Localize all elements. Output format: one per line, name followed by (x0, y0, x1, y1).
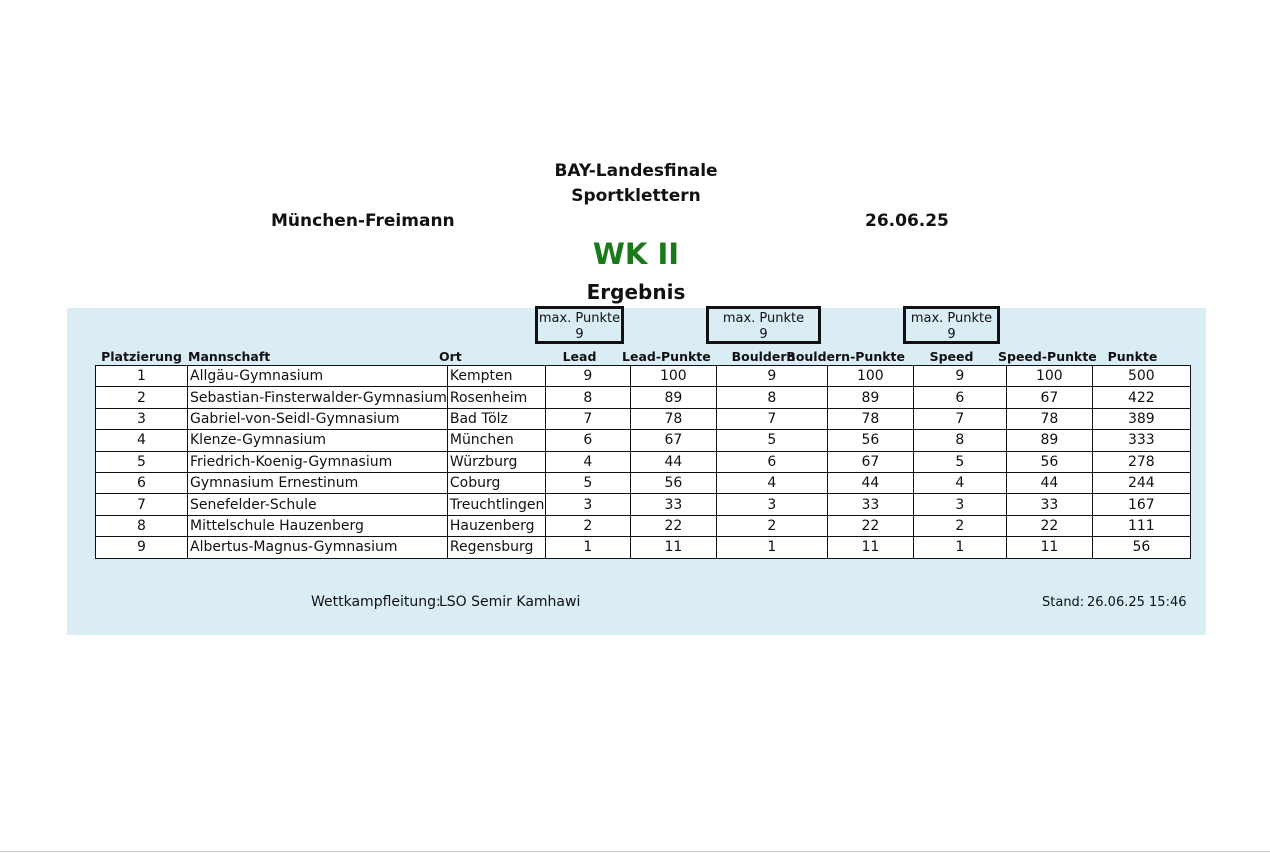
col-header-mannschaft: Mannschaft (188, 349, 271, 364)
col-header-bouldern-punkte (786, 349, 905, 364)
cell-team: Mittelschule Hauzenberg (188, 515, 448, 536)
location: München-Freimann (271, 211, 455, 231)
cell-total: 167 (1092, 494, 1190, 515)
cell-total: 278 (1092, 451, 1190, 472)
cell-team: Senefelder-Schule (188, 494, 448, 515)
table-row (96, 366, 1191, 387)
cell-speed-points: 100 (1006, 366, 1092, 387)
cell-speed: 4 (913, 472, 1006, 493)
cell-bouldern: 1 (716, 537, 827, 558)
col-header-ort: Ort (439, 349, 462, 364)
col-header-speed-punkte: Speed-Punkte (998, 349, 1097, 364)
cell-lead: 8 (545, 387, 630, 408)
cell-total: 111 (1092, 515, 1190, 536)
cell-total: 422 (1092, 387, 1190, 408)
max-points-value: 9 (575, 327, 584, 342)
cell-lead: 9 (545, 366, 630, 387)
cell-bouldern-points: 67 (827, 451, 913, 472)
cell-speed: 1 (913, 537, 1006, 558)
cell-lead-points: 33 (630, 494, 716, 515)
cell-bouldern-points: 100 (827, 366, 913, 387)
title-line2: Sportklettern (571, 186, 701, 206)
table-row (96, 430, 1191, 451)
cell-speed-points: 11 (1006, 537, 1092, 558)
cell-lead-points: 56 (630, 472, 716, 493)
cell-lead-points: 78 (630, 408, 716, 429)
cell-speed-points: 89 (1006, 430, 1092, 451)
cell-bouldern-points: 11 (827, 537, 913, 558)
cell-lead-points: 100 (630, 366, 716, 387)
max-points-box-speed (903, 306, 1000, 344)
cell-rank: 4 (96, 430, 188, 451)
cell-rank: 1 (96, 366, 188, 387)
cell-lead: 1 (545, 537, 630, 558)
cell-city: Kempten (447, 366, 545, 387)
cell-bouldern: 4 (716, 472, 827, 493)
table-row (96, 494, 1191, 515)
cell-rank: 5 (96, 451, 188, 472)
cell-lead: 6 (545, 430, 630, 451)
table-row (96, 451, 1191, 472)
max-points-label: max. Punkte (722, 311, 805, 326)
cell-speed-points: 67 (1006, 387, 1092, 408)
cell-city: Rosenheim (447, 387, 545, 408)
cell-total: 56 (1092, 537, 1190, 558)
cell-lead-points: 11 (630, 537, 716, 558)
cell-bouldern: 5 (716, 430, 827, 451)
cell-speed-points: 78 (1006, 408, 1092, 429)
cell-bouldern: 2 (716, 515, 827, 536)
max-points-box-bouldern (706, 306, 821, 344)
cell-total: 333 (1092, 430, 1190, 451)
max-points-label: max. Punkte (910, 311, 993, 326)
max-points-label: max. Punkte (538, 311, 621, 326)
cell-speed: 5 (913, 451, 1006, 472)
cell-lead-points: 67 (630, 430, 716, 451)
cell-lead: 4 (545, 451, 630, 472)
cell-lead-points: 22 (630, 515, 716, 536)
cell-bouldern: 7 (716, 408, 827, 429)
cell-rank: 6 (96, 472, 188, 493)
cell-lead: 2 (545, 515, 630, 536)
results-table (95, 365, 1191, 559)
cell-speed: 6 (913, 387, 1006, 408)
title-line1: BAY-Landesfinale (554, 161, 718, 181)
col-header-bouldern-punkte-text: Bouldern-Punkte (786, 349, 905, 364)
cell-bouldern: 9 (716, 366, 827, 387)
col-header-punkte: Punkte (1107, 349, 1158, 364)
col-header-lead-punkte: Lead-Punkte (622, 349, 711, 364)
cell-team: Sebastian-Finsterwalder-Gymnasium (188, 387, 448, 408)
page-bottom-divider (0, 851, 1270, 852)
cell-rank: 2 (96, 387, 188, 408)
cell-speed: 8 (913, 430, 1006, 451)
cell-city: Bad Tölz (447, 408, 545, 429)
col-header-speed: Speed (929, 349, 974, 364)
cell-bouldern-points: 33 (827, 494, 913, 515)
cell-speed-points: 33 (1006, 494, 1092, 515)
cell-speed: 9 (913, 366, 1006, 387)
col-header-bouldern: Bouldern (731, 349, 796, 364)
max-points-value: 9 (947, 327, 956, 342)
cell-city: Hauzenberg (447, 515, 545, 536)
max-points-box-lead (535, 306, 624, 344)
cell-bouldern-points: 44 (827, 472, 913, 493)
subtitle: Ergebnis (586, 280, 686, 304)
cell-team: Friedrich-Koenig-Gymnasium (188, 451, 448, 472)
cell-bouldern-points: 22 (827, 515, 913, 536)
col-header-platzierung: Platzierung (101, 349, 182, 364)
cell-bouldern-points: 89 (827, 387, 913, 408)
table-row (96, 408, 1191, 429)
table-row (96, 387, 1191, 408)
cell-lead-points: 89 (630, 387, 716, 408)
table-row (96, 515, 1191, 536)
cell-team: Gymnasium Ernestinum (188, 472, 448, 493)
event-date: 26.06.25 (865, 211, 949, 231)
cell-city: Coburg (447, 472, 545, 493)
table-row (96, 537, 1191, 558)
footer-leitung-label: Wettkampfleitung: (311, 594, 441, 610)
cell-rank: 3 (96, 408, 188, 429)
cell-speed: 7 (913, 408, 1006, 429)
cell-city: Würzburg (447, 451, 545, 472)
cell-lead: 5 (545, 472, 630, 493)
cell-city: Regensburg (447, 537, 545, 558)
cell-total: 244 (1092, 472, 1190, 493)
cell-bouldern: 8 (716, 387, 827, 408)
cell-lead-points: 44 (630, 451, 716, 472)
cell-speed: 3 (913, 494, 1006, 515)
col-header-lead: Lead (562, 349, 597, 364)
cell-speed: 2 (913, 515, 1006, 536)
footer-stand-value: 26.06.25 15:46 (1087, 595, 1187, 610)
table-row (96, 472, 1191, 493)
cell-speed-points: 44 (1006, 472, 1092, 493)
cell-rank: 9 (96, 537, 188, 558)
cell-team: Gabriel-von-Seidl-Gymnasium (188, 408, 448, 429)
cell-total: 389 (1092, 408, 1190, 429)
cell-bouldern-points: 78 (827, 408, 913, 429)
max-points-value: 9 (759, 327, 768, 342)
cell-lead: 7 (545, 408, 630, 429)
cell-total: 500 (1092, 366, 1190, 387)
cell-speed-points: 56 (1006, 451, 1092, 472)
cell-rank: 8 (96, 515, 188, 536)
cell-bouldern: 6 (716, 451, 827, 472)
cell-speed-points: 22 (1006, 515, 1092, 536)
cell-city: Treuchtlingen (447, 494, 545, 515)
cell-team: Allgäu-Gymnasium (188, 366, 448, 387)
cell-city: München (447, 430, 545, 451)
footer-leitung-name: LSO Semir Kamhawi (439, 594, 581, 610)
cell-bouldern: 3 (716, 494, 827, 515)
cell-lead: 3 (545, 494, 630, 515)
cell-bouldern-points: 56 (827, 430, 913, 451)
footer-stand-label: Stand: (1042, 595, 1085, 610)
cell-rank: 7 (96, 494, 188, 515)
cell-team: Albertus-Magnus-Gymnasium (188, 537, 448, 558)
class-label: WK II (592, 237, 680, 271)
cell-team: Klenze-Gymnasium (188, 430, 448, 451)
